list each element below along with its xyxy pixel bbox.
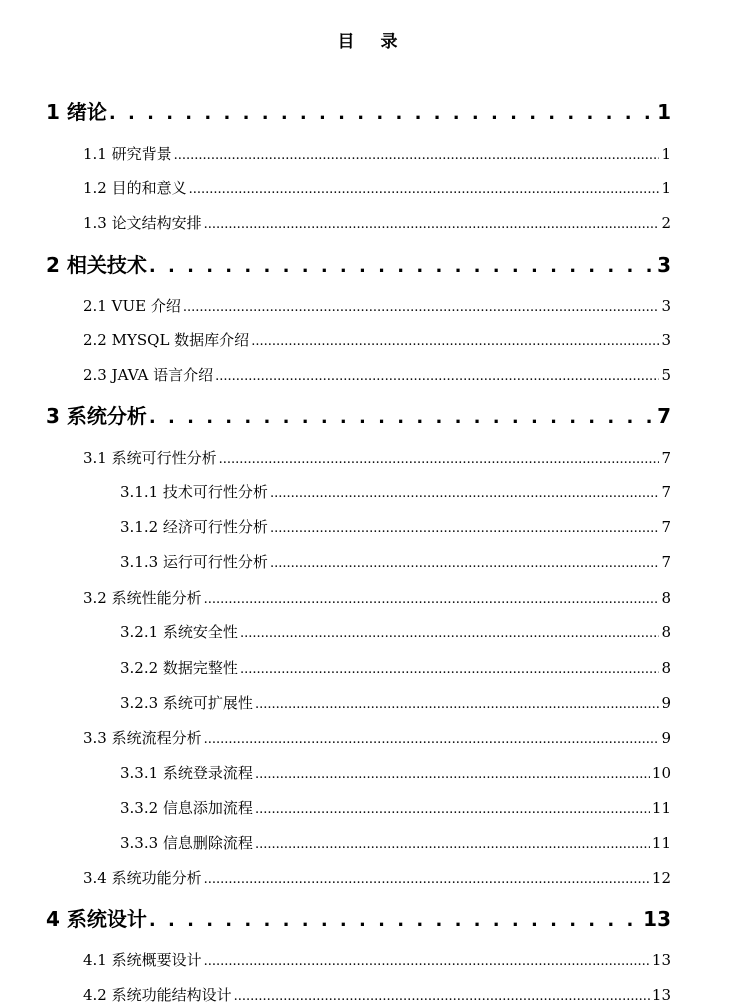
toc-entry-page: 1 [657,100,671,124]
toc-entry-page: 11 [651,799,671,817]
toc-entry[interactable] [120,480,671,504]
toc-entry-page: 11 [651,834,671,852]
dot-leader [204,213,660,237]
dot-leader [204,868,650,892]
dot-leader [270,517,660,541]
toc-entry-label: 3.2.1 系统安全性 [120,623,238,641]
dot-leader [270,552,660,576]
dot-leader [204,950,650,974]
toc-entry[interactable] [120,620,671,644]
toc-entry[interactable] [83,446,671,470]
dot-leader [149,403,655,433]
toc-entry-page: 9 [661,694,671,712]
toc-title: 目 录 [337,32,408,52]
toc-entry[interactable] [83,363,671,387]
toc-entry-label: 3.1.3 运行可行性分析 [120,553,268,571]
toc-entry-page: 13 [651,951,671,969]
dot-leader [204,728,660,752]
toc-entry-label: 4.1 系统概要设计 [83,951,202,969]
toc-entry-label: 3.4 系统功能分析 [83,869,202,887]
dot-leader [219,448,660,472]
toc-entry-page: 5 [661,366,671,384]
toc-entry-label: 3.2 系统性能分析 [83,589,202,607]
toc-entry-label: 3.3.1 系统登录流程 [120,764,253,782]
dot-leader [204,588,660,612]
dot-leader [234,985,650,1002]
toc-entry-page: 2 [661,214,671,232]
dot-leader [255,833,650,857]
toc-entry-page: 9 [661,729,671,747]
toc-entry-label: 1.3 论文结构安排 [83,214,202,232]
toc-entry-label: 3.3.3 信息删除流程 [120,834,253,852]
toc-entry-label: 1.1 研究背景 [83,145,172,163]
toc-entry-page: 7 [661,483,671,501]
toc-entry-label: 4 系统设计 [46,907,147,931]
toc-entry[interactable] [83,586,671,610]
toc-entry-page: 3 [661,297,671,315]
toc-entry[interactable] [83,294,671,318]
toc-entry-label: 1.2 目的和意义 [83,179,187,197]
toc-entry-label: 1 绪论 [46,100,107,124]
toc-entry[interactable] [83,726,671,750]
toc-entry-page: 3 [661,331,671,349]
toc-entry-label: 3.2.2 数据完整性 [120,659,238,677]
toc-entry-label: 2.2 MYSQL 数据库介绍 [83,331,250,349]
toc-entry[interactable] [46,904,671,934]
toc-entry[interactable] [120,831,671,855]
toc-entry-label: 3.3.2 信息添加流程 [120,799,253,817]
toc-entry-label: 3.1.1 技术可行性分析 [120,483,268,501]
toc-entry[interactable] [120,691,671,715]
dot-leader [270,482,660,506]
toc-entry-page: 12 [651,869,671,887]
toc-entry-page: 13 [643,907,671,931]
toc-entry-label: 4.2 系统功能结构设计 [83,986,232,1002]
toc-entry[interactable] [83,142,671,166]
toc-entry[interactable] [83,211,671,235]
toc-entry-label: 3.1 系统可行性分析 [83,449,217,467]
dot-leader [240,658,660,682]
dot-leader [149,252,655,282]
dot-leader [251,330,659,354]
toc-entry[interactable] [83,983,671,1002]
toc-entry-label: 3.2.3 系统可扩展性 [120,694,253,712]
toc-entry-page: 1 [661,145,671,163]
toc-entry-page: 3 [657,253,671,277]
dot-leader [255,798,650,822]
toc-entry[interactable] [120,515,671,539]
toc-entry-page: 7 [657,404,671,428]
toc-entry-page: 8 [661,659,671,677]
dot-leader [189,178,660,202]
toc-entry-page: 7 [661,553,671,571]
dot-leader [255,693,660,717]
toc-entry[interactable] [120,656,671,680]
toc-entry-label: 3 系统分析 [46,404,147,428]
dot-leader [215,365,659,389]
toc-entry[interactable] [83,176,671,200]
toc-entry-page: 8 [661,623,671,641]
toc-entry[interactable] [46,97,671,127]
toc-entry[interactable] [83,328,671,352]
toc-entry[interactable] [83,866,671,890]
toc-entry-page: 7 [661,518,671,536]
toc-entry-page: 7 [661,449,671,467]
toc-entry[interactable] [46,401,671,431]
dot-leader [183,296,660,320]
toc-entry-label: 3.3 系统流程分析 [83,729,202,747]
toc-entry-page: 10 [651,764,671,782]
dot-leader [240,622,660,646]
dot-leader [109,99,655,129]
toc-entry[interactable] [46,250,671,280]
toc-entry-label: 2.3 JAVA 语言介绍 [83,366,214,384]
dot-leader [149,906,641,936]
toc-entry-page: 1 [661,179,671,197]
toc-entry[interactable] [120,550,671,574]
dot-leader [174,144,660,168]
toc-entry[interactable] [83,948,671,972]
toc-entry-label: 2.1 VUE 介绍 [83,297,181,315]
toc-entry[interactable] [120,761,671,785]
toc-entry-label: 3.1.2 经济可行性分析 [120,518,268,536]
toc-entry-label: 2 相关技术 [46,253,147,277]
toc-entry-page: 8 [661,589,671,607]
toc-entry-page: 13 [651,986,671,1002]
toc-entry[interactable] [120,796,671,820]
dot-leader [255,763,650,787]
